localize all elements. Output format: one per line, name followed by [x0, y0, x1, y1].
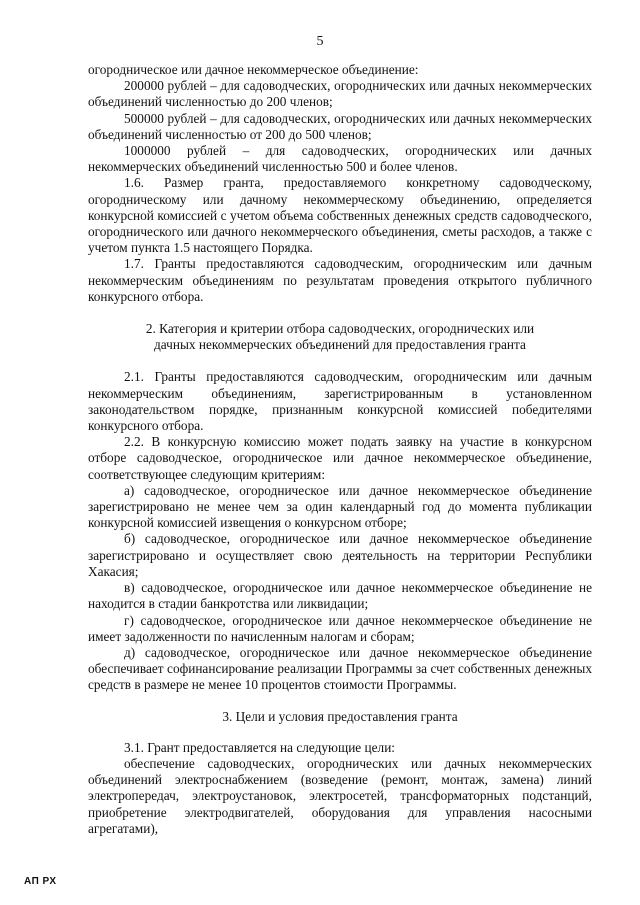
paragraph: б) садоводческое, огородническое или дачное некоммерческое объединение зарегистрировано и осуществляет свою деятельность на территории Республики Хакасия;: [88, 531, 592, 579]
paragraph: обеспечение садоводческих, огороднических или дачных некоммерческих объединений электроснабжением (возведение (ремонт, монтаж, замена) линий электропередач, электроустановок, электросетей, трансформаторных подстанций, приобретение электродвигателей, оборудования для управления насосными агрегатами),: [88, 755, 592, 836]
paragraph: 3.1. Грант предоставляется на следующие цели:: [124, 739, 396, 755]
paragraph: в) садоводческое, огородническое или дачное некоммерческое объединение не находится в стадии банкротства или ликвидации;: [88, 580, 592, 612]
paragraph: 2.1. Гранты предоставляются садоводческим, огородническим или дачным некоммерческим объединениям, зарегистрированным в установленном законодательством порядке, признанным конкурсной комиссией победителями конкурсного отбора.: [88, 369, 592, 434]
paragraph: а) садоводческое, огородническое или дачное некоммерческое объединение зарегистрировано не менее чем за один календарный год до момента публикации конкурсной комиссией извещения о конкурсном отборе;: [88, 482, 592, 531]
spacer: [88, 353, 592, 369]
paragraph: огородническое или дачное некоммерческое объединение:: [88, 62, 419, 77]
footer-mark: АП РХ: [24, 876, 57, 887]
paragraph: 500000 рублей – для садоводческих, огороднических или дачных некоммерческих объединений численностью от 200 до 500 членов;: [88, 110, 592, 142]
paragraph: г) садоводческое, огородническое или дачное некоммерческое объединение не имеет задолженности по начисленным налогам и сборам;: [88, 612, 592, 644]
spacer: [88, 694, 592, 709]
document-body: [88, 62, 592, 837]
section-heading: 2. Категория и критерии отбора садоводческих, огороднических или дачных некоммерческих объединений для предоставления гранта: [145, 321, 535, 353]
paragraph: 1.6. Размер гранта, предоставляемого конкретному садоводческому, огородническому или дачному некоммерческому объединению, определяется конкурсной комиссией с учетом объема собственных денежных средств садоводческого, огороднического или дачного некоммерческого объединения, сметы расходов, а также с учетом пункта 1.5 настоящего Порядка.: [88, 175, 592, 256]
section-heading: 3. Цели и условия предоставления гранта: [222, 708, 458, 724]
paragraph: 1.7. Гранты предоставляются садоводческим, огородническим или дачным некоммерческим объединениям по результатам проведения открытого публичного конкурсного отбора.: [88, 256, 592, 304]
page-number: 5: [316, 34, 324, 49]
spacer: [88, 305, 592, 321]
spacer: [88, 725, 592, 740]
paragraph: д) садоводческое, огородническое или дачное некоммерческое объединение обеспечивает софинансирование реализации Программы за счет собственных денежных средств в размере не менее 10 процентов стоимости Программы.: [88, 644, 592, 693]
paragraph: 2.2. В конкурсную комиссию может подать заявку на участие в конкурсном отборе садоводческое, огородническое или дачное некоммерческое объединение, соответствующее следующим критериям:: [88, 434, 592, 482]
paragraph: 1000000 рублей – для садоводческих, огороднических или дачных некоммерческих объединений численностью 500 и более членов.: [88, 143, 592, 175]
paragraph: 200000 рублей – для садоводческих, огороднических или дачных некоммерческих объединений численностью до 200 членов;: [88, 78, 592, 110]
